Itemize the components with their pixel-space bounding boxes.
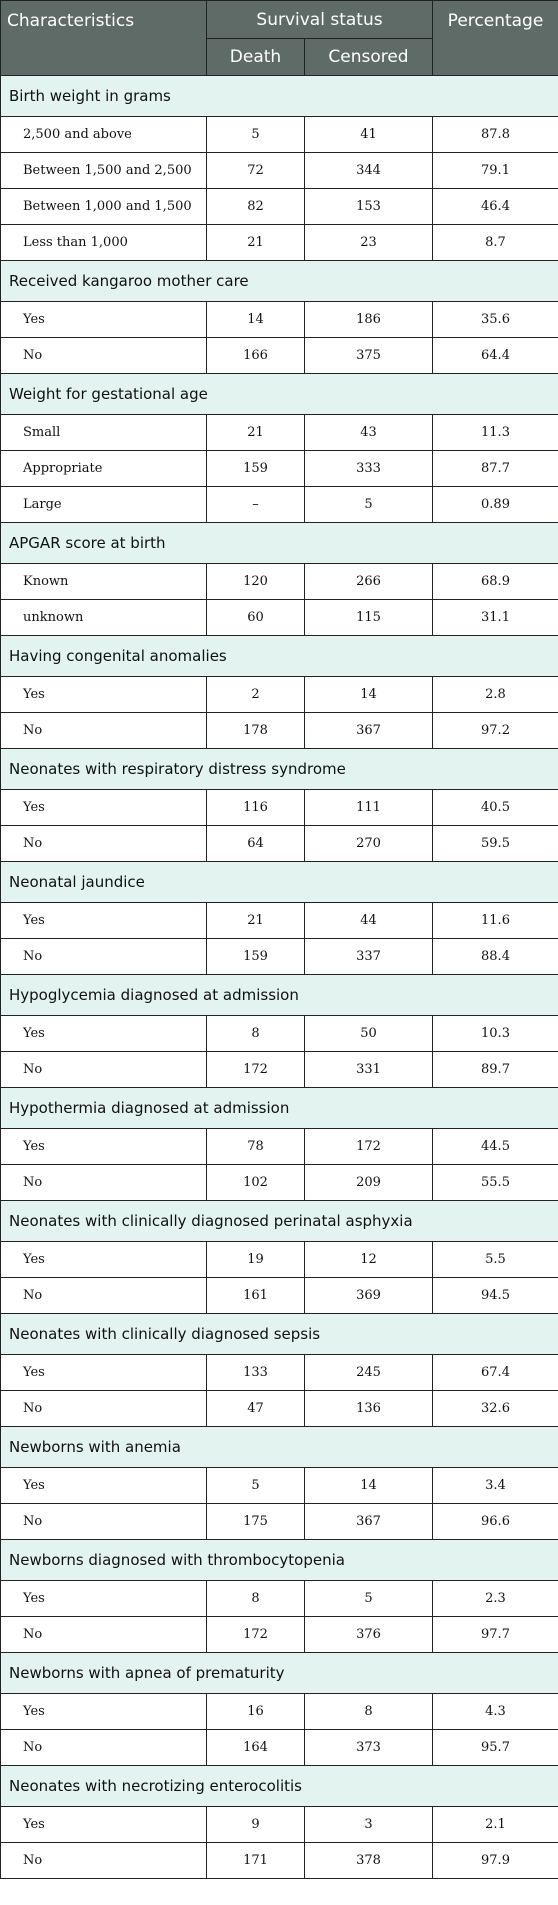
death-count: 161: [207, 1278, 305, 1314]
percentage-value: 68.9: [433, 564, 558, 600]
death-count: 2: [207, 677, 305, 713]
death-count: 166: [207, 338, 305, 374]
table-row: [1, 302, 558, 338]
row-label: Yes: [1, 677, 207, 713]
percentage-value: 95.7: [433, 1730, 558, 1766]
row-label: No: [1, 1278, 207, 1314]
section-header-row: [1, 523, 558, 564]
censored-count: 378: [305, 1843, 433, 1879]
percentage-value: 2.1: [433, 1807, 558, 1843]
percentage-value: 97.9: [433, 1843, 558, 1879]
row-label: No: [1, 1165, 207, 1201]
death-count: 172: [207, 1617, 305, 1653]
section-title: Weight for gestational age: [1, 374, 558, 415]
section-header-row: [1, 1653, 558, 1694]
section-header-row: [1, 862, 558, 903]
percentage-value: 59.5: [433, 826, 558, 862]
censored-count: 12: [305, 1242, 433, 1278]
censored-count: 8: [305, 1694, 433, 1730]
row-label: Appropriate: [1, 451, 207, 487]
row-label: No: [1, 826, 207, 862]
row-label: Yes: [1, 1016, 207, 1052]
death-count: 171: [207, 1843, 305, 1879]
header-death: Death: [207, 39, 305, 76]
section-title: Neonates with clinically diagnosed sepsis: [1, 1314, 558, 1355]
row-label: No: [1, 1617, 207, 1653]
death-count: 16: [207, 1694, 305, 1730]
table-row: [1, 564, 558, 600]
row-label: Yes: [1, 1581, 207, 1617]
row-label: Yes: [1, 1355, 207, 1391]
percentage-value: 4.3: [433, 1694, 558, 1730]
percentage-value: 3.4: [433, 1468, 558, 1504]
table-row: [1, 790, 558, 826]
table-row: [1, 600, 558, 636]
section-title: Neonates with respiratory distress syndrome: [1, 749, 558, 790]
section-header-row: [1, 1201, 558, 1242]
censored-count: 367: [305, 713, 433, 749]
percentage-value: 0.89: [433, 487, 558, 523]
section-title: Newborns with apnea of prematurity: [1, 1653, 558, 1694]
table-row: [1, 1129, 558, 1165]
death-count: 60: [207, 600, 305, 636]
row-label: Yes: [1, 1807, 207, 1843]
section-title: Newborns diagnosed with thrombocytopenia: [1, 1540, 558, 1581]
table-row: [1, 713, 558, 749]
table-row: [1, 117, 558, 153]
table-row: [1, 1617, 558, 1653]
censored-count: 172: [305, 1129, 433, 1165]
section-title: Neonatal jaundice: [1, 862, 558, 903]
death-count: 164: [207, 1730, 305, 1766]
row-label: Yes: [1, 302, 207, 338]
row-label: Yes: [1, 1468, 207, 1504]
death-count: 9: [207, 1807, 305, 1843]
death-count: 21: [207, 415, 305, 451]
section-header-row: [1, 1088, 558, 1129]
censored-count: 153: [305, 189, 433, 225]
table-row: [1, 826, 558, 862]
row-label: Yes: [1, 1242, 207, 1278]
percentage-value: 96.6: [433, 1504, 558, 1540]
section-title: APGAR score at birth: [1, 523, 558, 564]
censored-count: 43: [305, 415, 433, 451]
section-header-row: [1, 374, 558, 415]
table-row: [1, 1391, 558, 1427]
death-count: 159: [207, 939, 305, 975]
censored-count: 245: [305, 1355, 433, 1391]
section-header-row: [1, 76, 558, 117]
percentage-value: 2.8: [433, 677, 558, 713]
table-row: [1, 939, 558, 975]
censored-count: 333: [305, 451, 433, 487]
death-count: 102: [207, 1165, 305, 1201]
death-count: 78: [207, 1129, 305, 1165]
table-row: [1, 1468, 558, 1504]
row-label: No: [1, 1843, 207, 1879]
censored-count: 373: [305, 1730, 433, 1766]
table-row: [1, 1165, 558, 1201]
censored-count: 337: [305, 939, 433, 975]
row-label: unknown: [1, 600, 207, 636]
censored-count: 111: [305, 790, 433, 826]
table-row: [1, 338, 558, 374]
table-row: [1, 153, 558, 189]
percentage-value: 8.7: [433, 225, 558, 261]
section-header-row: [1, 1766, 558, 1807]
table-row: [1, 1694, 558, 1730]
table-row: [1, 1504, 558, 1540]
table-body: [1, 76, 558, 1879]
percentage-value: 88.4: [433, 939, 558, 975]
censored-count: 5: [305, 1581, 433, 1617]
percentage-value: 5.5: [433, 1242, 558, 1278]
death-count: 120: [207, 564, 305, 600]
death-count: 178: [207, 713, 305, 749]
header-characteristics: Characteristics: [1, 1, 207, 76]
section-title: Having congenital anomalies: [1, 636, 558, 677]
percentage-value: 79.1: [433, 153, 558, 189]
section-header-row: [1, 636, 558, 677]
row-label: No: [1, 338, 207, 374]
header-censored: Censored: [305, 39, 433, 76]
section-header-row: [1, 261, 558, 302]
percentage-value: 40.5: [433, 790, 558, 826]
row-label: Between 1,000 and 1,500: [1, 189, 207, 225]
table-row: [1, 903, 558, 939]
death-count: 133: [207, 1355, 305, 1391]
death-count: 82: [207, 189, 305, 225]
percentage-value: 10.3: [433, 1016, 558, 1052]
table-row: [1, 189, 558, 225]
section-title: Newborns with anemia: [1, 1427, 558, 1468]
table-row: [1, 1242, 558, 1278]
censored-count: 44: [305, 903, 433, 939]
percentage-value: 97.2: [433, 713, 558, 749]
table-row: [1, 677, 558, 713]
death-count: 5: [207, 1468, 305, 1504]
death-count: 21: [207, 903, 305, 939]
table-row: [1, 1730, 558, 1766]
censored-count: 209: [305, 1165, 433, 1201]
censored-count: 376: [305, 1617, 433, 1653]
percentage-value: 32.6: [433, 1391, 558, 1427]
percentage-value: 55.5: [433, 1165, 558, 1201]
row-label: Known: [1, 564, 207, 600]
death-count: 8: [207, 1016, 305, 1052]
row-label: No: [1, 1504, 207, 1540]
row-label: No: [1, 1052, 207, 1088]
section-title: Neonates with clinically diagnosed perinatal asphyxia: [1, 1201, 558, 1242]
censored-count: 369: [305, 1278, 433, 1314]
section-title: Neonates with necrotizing enterocolitis: [1, 1766, 558, 1807]
death-count: 19: [207, 1242, 305, 1278]
censored-count: 375: [305, 338, 433, 374]
censored-count: 50: [305, 1016, 433, 1052]
death-count: 72: [207, 153, 305, 189]
row-label: No: [1, 1730, 207, 1766]
header-percentage: Percentage: [433, 1, 558, 76]
row-label: Small: [1, 415, 207, 451]
censored-count: 14: [305, 1468, 433, 1504]
table-row: [1, 415, 558, 451]
table-row: [1, 1843, 558, 1879]
percentage-value: 2.3: [433, 1581, 558, 1617]
percentage-value: 31.1: [433, 600, 558, 636]
death-count: 175: [207, 1504, 305, 1540]
percentage-value: 97.7: [433, 1617, 558, 1653]
table-header: [1, 1, 558, 76]
section-header-row: [1, 1314, 558, 1355]
percentage-value: 11.6: [433, 903, 558, 939]
row-label: Yes: [1, 903, 207, 939]
censored-count: 266: [305, 564, 433, 600]
row-label: Yes: [1, 1129, 207, 1165]
table-row: [1, 225, 558, 261]
table-row: [1, 487, 558, 523]
censored-count: 115: [305, 600, 433, 636]
percentage-value: 64.4: [433, 338, 558, 374]
censored-count: 3: [305, 1807, 433, 1843]
row-label: No: [1, 1391, 207, 1427]
section-title: Hypothermia diagnosed at admission: [1, 1088, 558, 1129]
row-label: Yes: [1, 790, 207, 826]
percentage-value: 35.6: [433, 302, 558, 338]
table-row: [1, 1581, 558, 1617]
table-row: [1, 1278, 558, 1314]
section-title: Received kangaroo mother care: [1, 261, 558, 302]
percentage-value: 11.3: [433, 415, 558, 451]
section-header-row: [1, 749, 558, 790]
death-count: 14: [207, 302, 305, 338]
death-count: 159: [207, 451, 305, 487]
table-row: [1, 1355, 558, 1391]
percentage-value: 87.7: [433, 451, 558, 487]
row-label: Yes: [1, 1694, 207, 1730]
table-row: [1, 451, 558, 487]
death-count: 64: [207, 826, 305, 862]
percentage-value: 94.5: [433, 1278, 558, 1314]
censored-count: 344: [305, 153, 433, 189]
censored-count: 5: [305, 487, 433, 523]
censored-count: 23: [305, 225, 433, 261]
section-title: Birth weight in grams: [1, 76, 558, 117]
death-count: 47: [207, 1391, 305, 1427]
death-count: 21: [207, 225, 305, 261]
section-title: Hypoglycemia diagnosed at admission: [1, 975, 558, 1016]
censored-count: 41: [305, 117, 433, 153]
censored-count: 331: [305, 1052, 433, 1088]
death-count: 5: [207, 117, 305, 153]
death-count: –: [207, 487, 305, 523]
percentage-value: 89.7: [433, 1052, 558, 1088]
table-row: [1, 1807, 558, 1843]
percentage-value: 46.4: [433, 189, 558, 225]
row-label: No: [1, 939, 207, 975]
censored-count: 270: [305, 826, 433, 862]
censored-count: 367: [305, 1504, 433, 1540]
death-count: 172: [207, 1052, 305, 1088]
row-label: Less than 1,000: [1, 225, 207, 261]
death-count: 116: [207, 790, 305, 826]
section-header-row: [1, 975, 558, 1016]
section-header-row: [1, 1427, 558, 1468]
row-label: No: [1, 713, 207, 749]
section-header-row: [1, 1540, 558, 1581]
row-label: Between 1,500 and 2,500: [1, 153, 207, 189]
row-label: Large: [1, 487, 207, 523]
censored-count: 136: [305, 1391, 433, 1427]
percentage-value: 44.5: [433, 1129, 558, 1165]
row-label: 2,500 and above: [1, 117, 207, 153]
censored-count: 186: [305, 302, 433, 338]
censored-count: 14: [305, 677, 433, 713]
table-row: [1, 1052, 558, 1088]
table-row: [1, 1016, 558, 1052]
percentage-value: 87.8: [433, 117, 558, 153]
percentage-value: 67.4: [433, 1355, 558, 1391]
header-survival-status: Survival status: [207, 1, 433, 39]
death-count: 8: [207, 1581, 305, 1617]
